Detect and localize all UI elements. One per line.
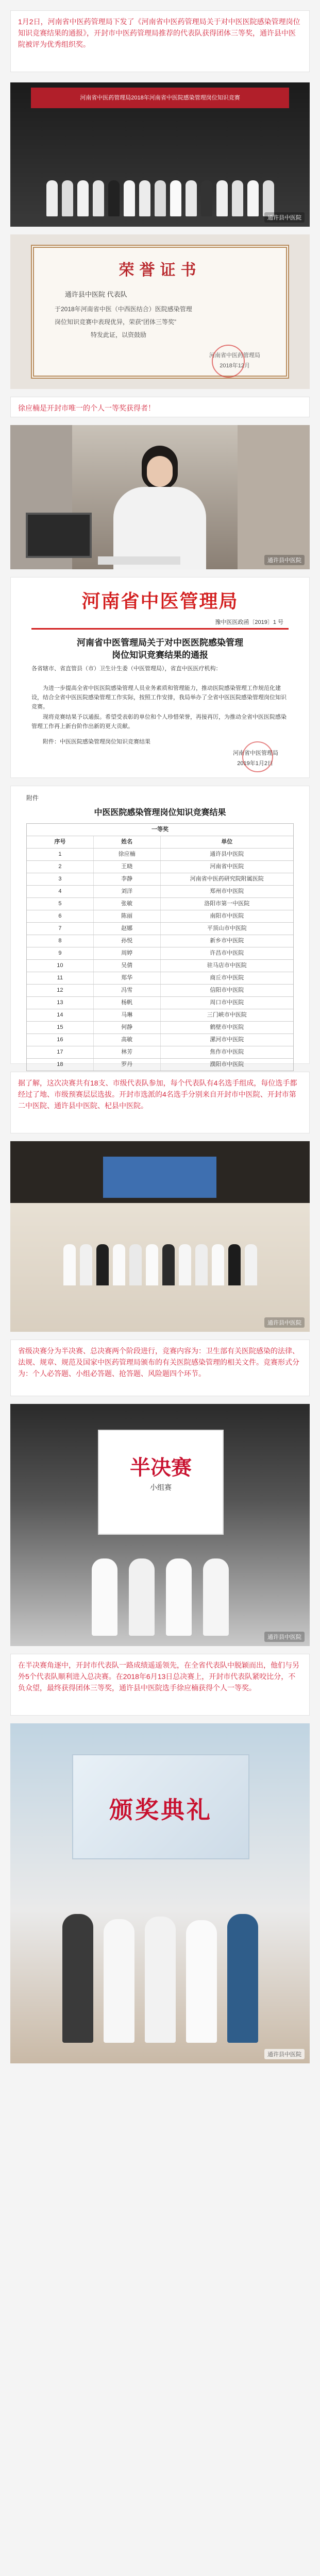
table-row: [27, 947, 293, 959]
document-number: 豫中医医政函〔2019〕1 号: [215, 619, 283, 625]
table-cell: 河南省中医院: [160, 861, 294, 873]
document-greeting: 各省辖市、省直管县（市）卫生计生委（中医管理局），省直中医医疗机构：: [31, 666, 222, 672]
document-signature: 河南省中医管理局: [233, 750, 278, 756]
results-attachment: [10, 786, 310, 1067]
table-cell: 洛阳市第一中医院: [160, 898, 294, 910]
table-row: [27, 873, 293, 885]
table-cell: 陈丽: [93, 910, 160, 922]
watermark: 通许县中医院: [264, 1317, 305, 1328]
stage-screen: [103, 1157, 216, 1198]
table-cell: 信阳市中医院: [160, 985, 294, 996]
certificate-issuer: 河南省中医药管理局: [209, 352, 260, 359]
document-para2: 现将竞赛结果予以通报。希望受表彰的单位和个人珍惜荣誉，再接再厉，为推动全省中医医院感染管理工作再上新台阶作出新的更大贡献。: [31, 714, 287, 730]
watermark: 通许县中医院: [264, 212, 305, 223]
result-paragraph: 在半决赛角逐中，开封市代表队一路成绩遥遥领先，在全省代表队中脱颖而出，他们与另外5个代表队顺利进入总决赛。在2018年6月13日总决赛上，开封市代表队紧咬比分，不负众望，最终获得团体三等奖，通许县中医院选手徐应楠获得个人一等奖。: [10, 1654, 310, 1716]
table-cell: 13: [57, 999, 63, 1006]
semifinal-photo: [10, 1404, 310, 1646]
intro-paragraph: 1月2日，河南省中医药管理局下发了《河南省中医药管理局关于对中医医院感染管理岗位知识竞赛结果的通报》，开封市中医药管理局推荐的代表队获得团体三等奖，通许县中医院被评为优秀组织奖。: [10, 10, 310, 72]
table-cell: 2: [58, 863, 62, 870]
table-cell: 濮阳市中医院: [160, 1059, 294, 1071]
stage-group-photo: [10, 82, 310, 227]
table-cell: 16: [57, 1037, 63, 1043]
award-backdrop: [72, 1754, 249, 1859]
table-body: [27, 848, 293, 1071]
table-cell: 6: [58, 913, 62, 919]
table-cell: 15: [57, 1024, 63, 1030]
table-cell: 鹤壁市中医院: [160, 1022, 294, 1033]
table-row: [27, 860, 293, 873]
table-cell: 通许县中医院: [160, 849, 294, 860]
seal-icon: [242, 741, 273, 772]
results-table: [26, 823, 294, 1071]
board-title: 半决赛: [130, 1456, 192, 1479]
table-cell: 周婷: [93, 947, 160, 959]
watermark: 通许县中医院: [264, 555, 305, 565]
table-row: [27, 935, 293, 947]
table-cell: 8: [58, 938, 62, 944]
column-header: 姓名: [93, 836, 160, 848]
table-row: [27, 910, 293, 922]
table-cell: 杨帆: [93, 997, 160, 1009]
note-paragraph: 徐应楠是开封市唯一的个人一等奖获得者！: [10, 397, 310, 417]
table-row: [27, 972, 293, 984]
table-cell: 10: [57, 962, 63, 969]
table-cell: 郑华: [93, 972, 160, 984]
document-attachment: 附件：中医医院感染管理岗位知识竞赛结果: [43, 739, 150, 745]
table-row: [27, 1046, 293, 1058]
document-title-2: 岗位知识竞赛结果的通报: [112, 650, 208, 660]
document-header: 河南省中医管理局: [81, 590, 239, 612]
table-cell: 罗丹: [93, 1059, 160, 1071]
table-cell: 14: [57, 1012, 63, 1018]
table-cell: 刘洋: [93, 886, 160, 897]
table-row: [27, 1009, 293, 1021]
document-title-1: 河南省中医管理局关于对中医医院感染管理: [77, 638, 243, 648]
table-cell: 12: [57, 987, 63, 993]
certificate-body: 通许县中医院 代表队: [65, 291, 127, 298]
table-cell: 平顶山市中医院: [160, 923, 294, 935]
table-row: [27, 1021, 293, 1033]
table-header: [27, 836, 293, 848]
table-cell: 1: [58, 851, 62, 857]
column-header: 序号: [54, 839, 66, 845]
table-cell: 11: [57, 975, 63, 981]
table-cell: 何静: [93, 1022, 160, 1033]
table-cell: 吴倩: [93, 960, 160, 972]
stage-banner: 河南省中医药管理局2018年河南省中医院感染管理岗位知识竞赛: [31, 88, 289, 108]
watermark: 通许县中医院: [264, 1632, 305, 1642]
table-cell: 林芳: [93, 1046, 160, 1058]
table-cell: 冯雪: [93, 985, 160, 996]
certificate-line3: 特发此证，以资鼓励: [91, 331, 147, 338]
table-cell: 漯河市中医院: [160, 1034, 294, 1046]
table-row: [27, 959, 293, 972]
table-cell: 7: [58, 925, 62, 931]
table-cell: 高敏: [93, 1034, 160, 1046]
certificate-line1: 于2018年河南省中医（中西医结合）医院感染管理: [55, 306, 192, 313]
keyboard-icon: [98, 556, 180, 565]
summary-paragraph: 据了解，这次决赛共有18支、市级代表队参加，每个代表队有4名选手组成，每位选手都经过了地、市级预赛层层选拔。开封市选派的4名选手分别来自开封市中医院、开封市第二中医院、通许县中医院、杞县中医院。: [10, 1072, 310, 1133]
table-row: [27, 922, 293, 935]
hall-group-photo: [10, 1141, 310, 1332]
certificate: [31, 245, 289, 379]
table-cell: 王晓: [93, 861, 160, 873]
table-cell: 驻马店市中医院: [160, 960, 294, 972]
table-cell: 孙悦: [93, 935, 160, 947]
table-row: [27, 848, 293, 860]
table-cell: 9: [58, 950, 62, 956]
table-cell: 18: [57, 1061, 63, 1067]
table-cell: 3: [58, 876, 62, 882]
awards-photo: [10, 1723, 310, 2063]
table-cell: 马琳: [93, 1009, 160, 1021]
table-row: [27, 897, 293, 910]
table-cell: 南阳市中医院: [160, 910, 294, 922]
monitor-icon: [26, 513, 92, 558]
table-row: [27, 1058, 293, 1071]
table-cell: 赵娜: [93, 923, 160, 935]
document-para1: 为进一步提高全省中医医院感染管理人员业务素质和管理能力，推动医院感染管理工作规范化建设，结合全省中医医院感染管理工作实际，按照工作安排，我局举办了全省中医医院感染管理岗位知识竞赛。: [31, 685, 287, 710]
table-cell: 李静: [93, 873, 160, 885]
column-header: 单位: [160, 836, 294, 848]
backdrop-title: 颁奖典礼: [109, 1797, 212, 1823]
table-row: [27, 885, 293, 897]
table-cell: 4: [58, 888, 62, 894]
semifinal-board: [98, 1430, 224, 1535]
document-date: 2019年1月2日: [237, 760, 273, 767]
section-title: 一等奖: [151, 826, 169, 833]
official-document: [10, 577, 310, 778]
document-rule: [31, 628, 289, 630]
table-cell: 商丘市中医院: [160, 972, 294, 984]
table-cell: 周口市中医院: [160, 997, 294, 1009]
results-title: 中医医院感染管理岗位知识竞赛结果: [94, 808, 226, 817]
certificate-photo: [10, 234, 310, 389]
board-subtitle: 小组赛: [150, 1483, 172, 1492]
table-cell: 徐应楠: [93, 849, 160, 860]
table-row: [27, 996, 293, 1009]
table-row: [27, 1033, 293, 1046]
table-cell: 郑州市中医院: [160, 886, 294, 897]
table-section-header: [27, 824, 293, 836]
table-cell: 焦作市中医院: [160, 1046, 294, 1058]
table-cell: 17: [57, 1049, 63, 1055]
results-caption: 附件: [26, 794, 39, 802]
seal-icon: [212, 345, 245, 378]
table-cell: 5: [58, 901, 62, 907]
table-cell: 许昌市中医院: [160, 947, 294, 959]
table-cell: 新乡市中医院: [160, 935, 294, 947]
certificate-date: 2018年12月: [220, 363, 250, 369]
table-row: [27, 984, 293, 996]
watermark: 通许县中医院: [264, 2049, 305, 2059]
contestant-photo: [10, 425, 310, 569]
table-cell: 张敏: [93, 898, 160, 910]
certificate-line2: 岗位知识竞赛中表现优异，荣获“团体三等奖”: [55, 318, 176, 326]
format-paragraph: 省级决赛分为半决赛、总决赛两个阶段进行，竞赛内容为：卫生部有关医院感染的法律、法规、规章、规范及国家中医药管理局颁布的有关医院感染管理的相关文件。竞赛形式分为：个人必答题、小组必答题、抢答题、风险题四个环节。: [10, 1340, 310, 1396]
table-cell: 河南省中医药研究院附属医院: [160, 873, 294, 885]
certificate-title: 荣誉证书: [119, 261, 201, 279]
table-cell: 三门峡市中医院: [160, 1009, 294, 1021]
